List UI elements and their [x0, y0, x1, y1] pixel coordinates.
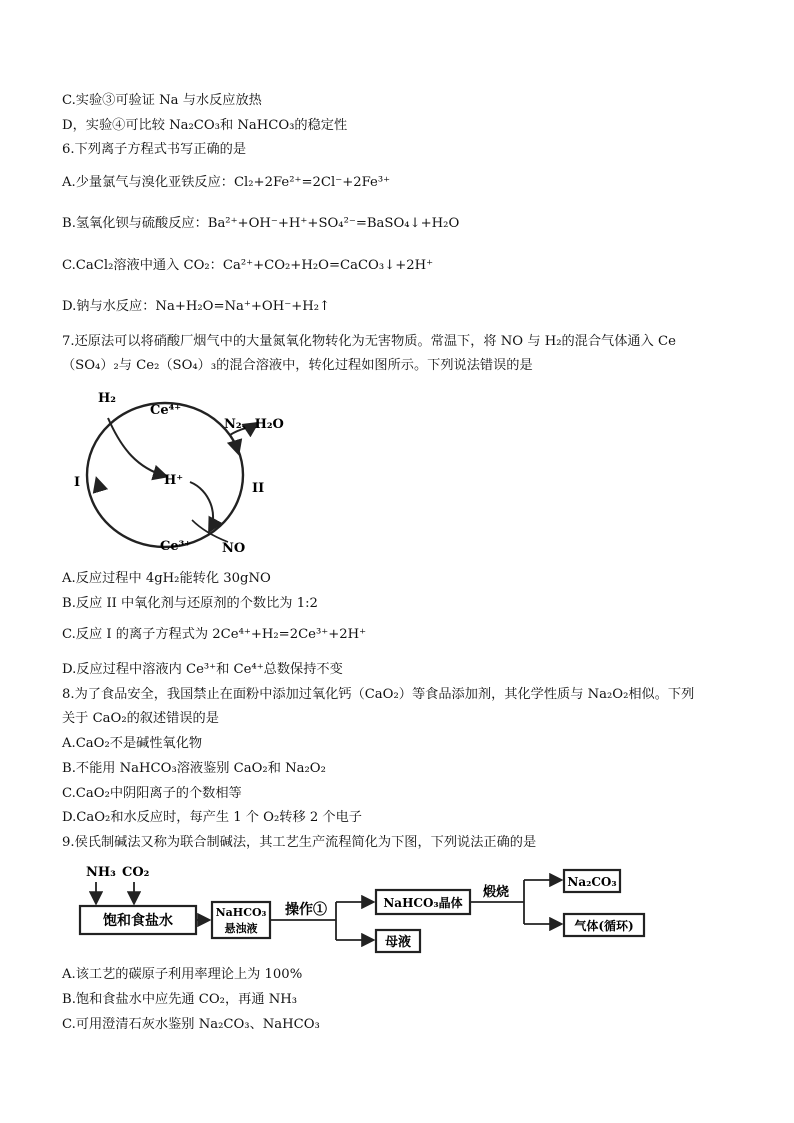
- h2-label: H₂: [98, 391, 116, 406]
- option-8a: A.CaO₂不是碱性氧化物: [62, 736, 203, 751]
- option-7d: D.反应过程中溶液内 Ce³⁺和 Ce⁴⁺总数保持不变: [62, 662, 343, 677]
- gas-recycle-label: 气体(循环): [574, 919, 634, 933]
- question-7-line2: （SO₄）₂与 Ce₂（SO₄）₃的混合溶液中，转化过程如图所示。下列说法错误的是: [62, 358, 533, 373]
- nh3-label: NH₃: [86, 865, 116, 880]
- option-5c: C.实验③可验证 Na 与水反应放热: [62, 93, 262, 108]
- brine-label: 饱和食盐水: [103, 913, 173, 929]
- option-8d: D.CaO₂和水反应时，每产生 1 个 O₂转移 2 个电子: [62, 810, 362, 825]
- redox-cycle-diagram: [60, 380, 300, 560]
- calcine-label: 煅烧: [482, 885, 510, 900]
- option-7b: B.反应 II 中氧化剂与还原剂的个数比为 1:2: [62, 596, 318, 611]
- cycle-arrowhead-left: [97, 480, 100, 490]
- mother-liquor-label: 母液: [384, 935, 412, 950]
- hplus-arrow: [190, 482, 213, 530]
- process-flow-diagram: [66, 858, 666, 958]
- option-9b: B.饱和食盐水中应先通 CO₂，再通 NH₃: [62, 992, 298, 1007]
- crystal-label: NaHCO₃晶体: [383, 896, 463, 910]
- question-9: 9.侯氏制碱法又称为联合制碱法，其工艺生产流程简化为下图，下列说法正确的是: [62, 835, 537, 850]
- option-6a: A.少量氯气与溴化亚铁反应：Cl₂+2Fe²⁺=2Cl⁻+2Fe³⁺: [62, 175, 391, 190]
- option-6d: D.钠与水反应：Na+H₂O=Na⁺+OH⁻+H₂↑: [62, 299, 331, 314]
- option-9c: C.可用澄清石灰水鉴别 Na₂CO₃、NaHCO₃: [62, 1017, 320, 1032]
- roman-ii-label: II: [252, 481, 265, 496]
- option-8b: B.不能用 NaHCO₃溶液鉴别 CaO₂和 Na₂O₂: [62, 761, 326, 776]
- h2-arrow: [108, 418, 165, 476]
- option-8c: C.CaO₂中阴阳离子的个数相等: [62, 786, 242, 801]
- option-6b: B.氢氧化钡与硫酸反应：Ba²⁺+OH⁻+H⁺+SO₄²⁻=BaSO₄↓+H₂O: [62, 216, 460, 231]
- option-5d: D，实验④可比较 Na₂CO₃和 NaHCO₃的稳定性: [62, 118, 348, 133]
- question-8-line1: 8.为了食品安全，我国禁止在面粉中添加过氧化钙（CaO₂）等食品添加剂，其化学性质与 Na₂O₂相似。下列: [62, 687, 695, 702]
- ce3-label: Ce³⁺: [160, 539, 192, 554]
- roman-i-label: I: [74, 475, 81, 490]
- question-7-line1: 7.还原法可以将硝酸厂烟气中的大量氮氧化物转化为无害物质。常温下，将 NO 与 H₂的混合气体通入 Ce: [62, 334, 676, 349]
- no-label: NO: [222, 541, 246, 556]
- co2-label: CO₂: [122, 865, 150, 880]
- suspension-label-line1: NaHCO₃: [215, 906, 267, 919]
- operation-label: 操作①: [285, 902, 327, 918]
- option-6c: C.CaCl₂溶液中通入 CO₂：Ca²⁺+CO₂+H₂O=CaCO₃↓+2H⁺: [62, 258, 434, 273]
- hplus-label: H⁺: [164, 473, 184, 488]
- option-7a: A.反应过程中 4gH₂能转化 30gNO: [62, 571, 271, 586]
- option-7c: C.反应 I 的离子方程式为 2Ce⁴⁺+H₂=2Ce³⁺+2H⁺: [62, 627, 367, 642]
- question-8-line2: 关于 CaO₂的叙述错误的是: [62, 711, 219, 726]
- option-9a: A.该工艺的碳原子利用率理论上为 100%: [62, 967, 303, 982]
- n2-h2o-label: N₂、H₂O: [224, 417, 284, 432]
- question-6: 6.下列离子方程式书写正确的是: [62, 142, 247, 157]
- ce4-label: Ce⁴⁺: [150, 403, 182, 418]
- suspension-label-line2: 悬浊液: [224, 922, 258, 935]
- na2co3-label: Na₂CO₃: [567, 875, 617, 889]
